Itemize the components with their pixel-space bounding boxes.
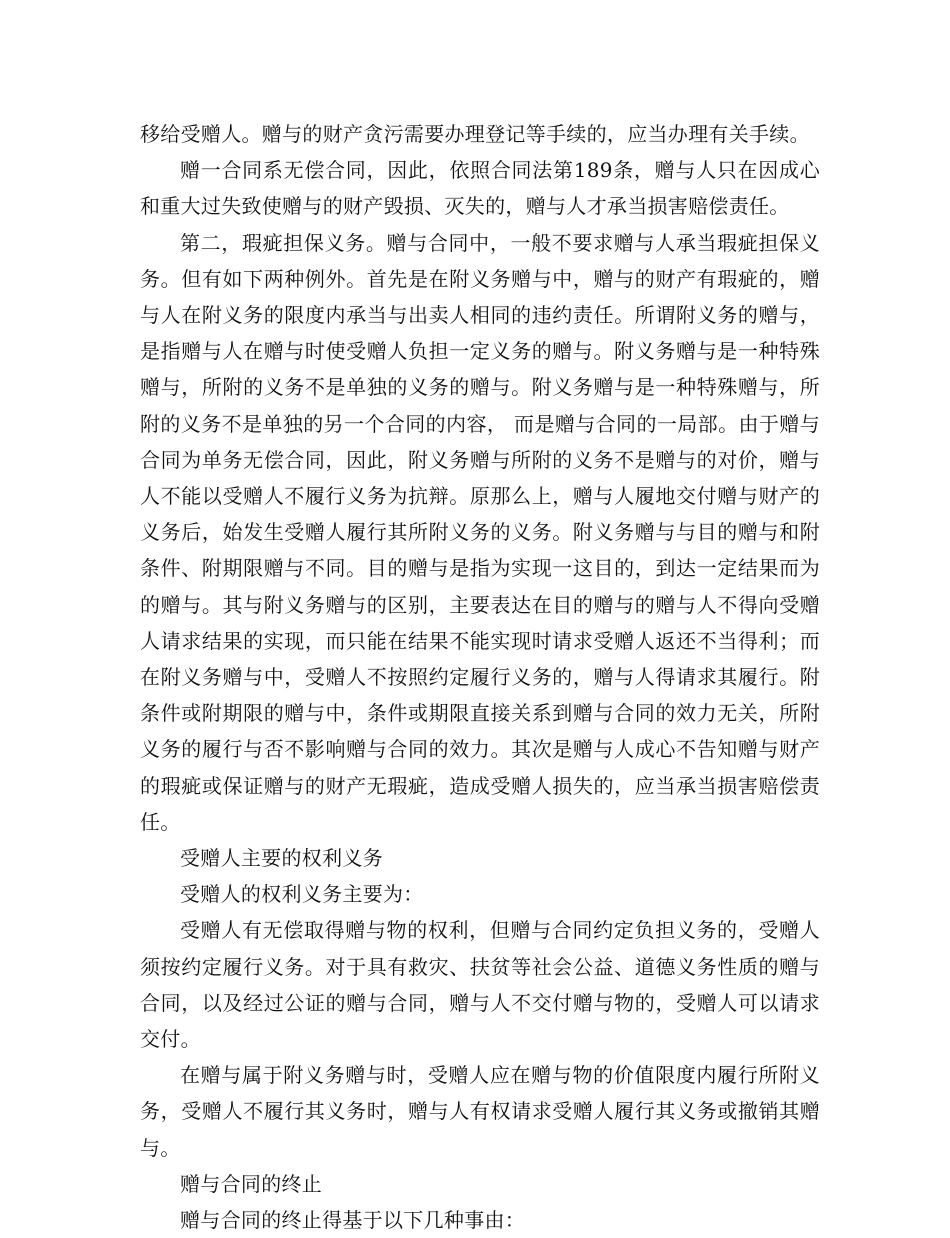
paragraph-conditional-gift: 在赠与属于附义务赠与时，受赠人应在赠与物的价值限度内履行所附义务，受赠人不履行其义务时，赠与人有权请求受赠人履行其义务或撤销其赠与。 (140, 1063, 820, 1160)
document-page (140, 116, 820, 1238)
paragraph-donee-intro: 受赠人的权利义务主要为： (180, 882, 424, 907)
paragraph-continuation: 移给受赠人。赠与的财产贪污需要办理登记等手续的，应当办理有关手续。 (140, 122, 810, 146)
paragraph-termination-intro: 赠与合同的终止得基于以下几种事由： (180, 1208, 526, 1233)
paragraph-liability: 赠一合同系无偿合同，因此，依照合同法第189条，赠与人只在因成心和重大过失致使赠与的财产毁损、灭失的，赠与人才承当损害赔偿责任。 (140, 158, 820, 219)
paragraph-defect-warranty: 第二，瑕疵担保义务。赠与合同中，一般不要求赠与人承当瑕疵担保义务。但有如下两种例外。首先是在附义务赠与中，赠与的财产有瑕疵的，赠与人在附义务的限度内承当与出卖人相同的违约责任。所谓附义务的赠与，是指赠与人在赠与时使受赠人负担一定义务的赠与。附义务赠与是一种特殊赠与，所附的义务不是单独的义务的赠与。附义务赠与是一种特殊赠与，所附的义务不是单独的另一个合同的内容， 而是赠与合同的一局部。由于赠与合同为单务无偿合同，因此，附义务赠与所附的义务不是赠与的对价，赠与人不能以受赠人不履行义务为抗辩。原那么上，赠与人履地交付赠与财产的义务后，始发生受赠人履行其所附义务的义务。附义务赠与与目的赠与和附条件、附期限赠与不同。目的赠与是指为实现一这目的，到达一定结果而为的赠与。其与附义务赠与的区别，主要表达在目的赠与的赠与人不得向受赠人请求结果的实现，而只能在结果不能实现时请求受赠人返还不当得利；而在附义务赠与中，受赠人不按照约定履行义务的，赠与人得请求其履行。附条件或附期限的赠与中，条件或期限直接关系到赠与合同的效力无关，所附义务的履行与否不影响赠与合同的效力。其次是赠与人成心不告知赠与财产的瑕疵或保证赠与的财产无瑕疵，造成受赠人损失的，应当承当损害赔偿责任。 (140, 230, 820, 834)
section-heading-termination: 赠与合同的终止 (180, 1171, 323, 1196)
section-heading-donee-rights: 受赠人主要的权利义务 (180, 846, 383, 871)
paragraph-donee-rights: 受赠人有无偿取得赠与物的权利，但赠与合同约定负担义务的，受赠人须按约定履行义务。对于具有救灾、扶贫等社会公益、道德义务性质的赠与合同，以及经过公证的赠与合同，赠与人不交付赠与物的，受赠人可以请求交付。 (140, 918, 820, 1052)
